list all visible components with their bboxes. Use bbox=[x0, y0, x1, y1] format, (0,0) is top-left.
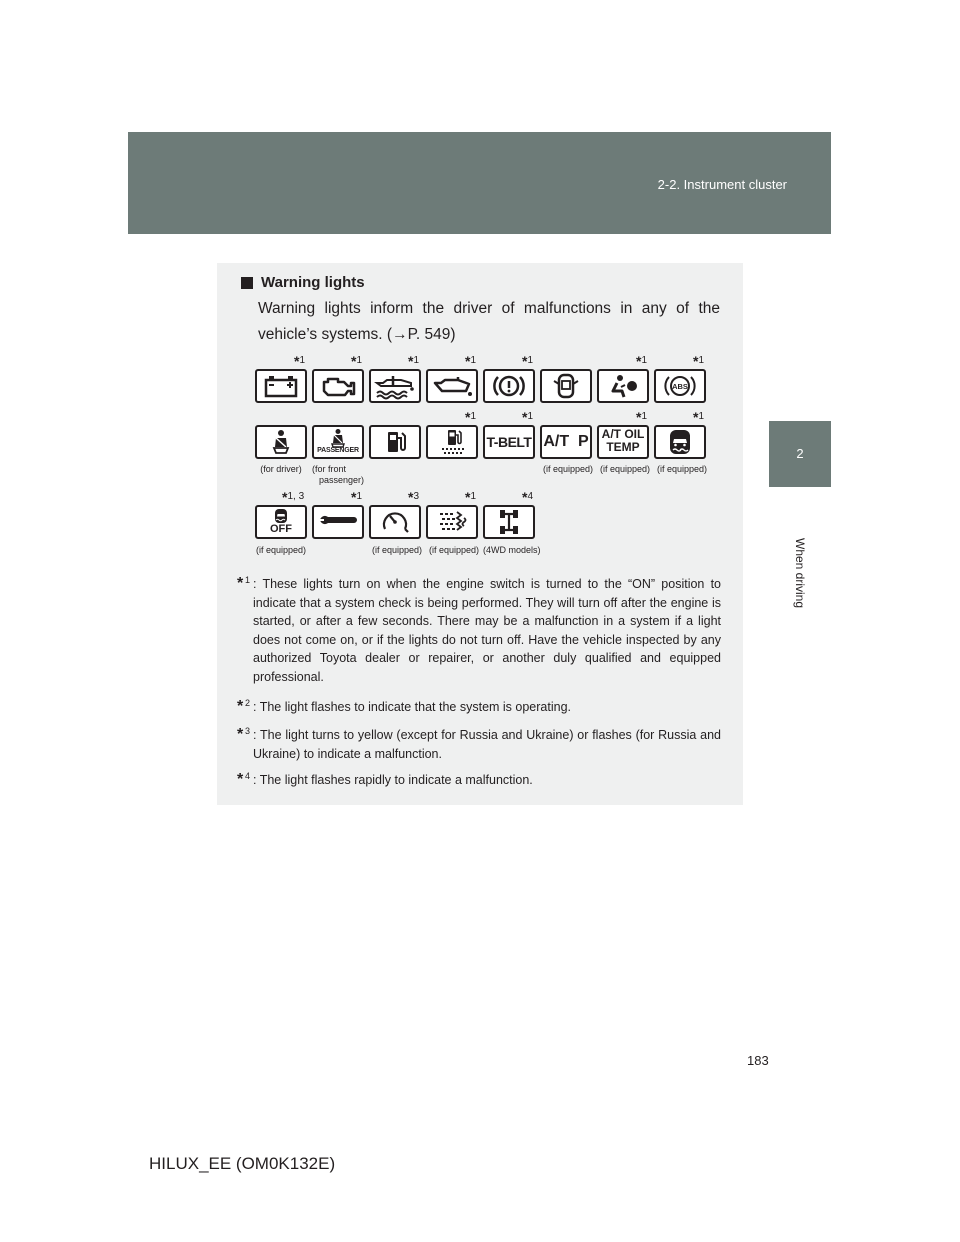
footnote-text: : These lights turn on when the engine switch is turned to the “ON” position to indicate that a system check is being performed. They will turn off after the engine is started, or after a few seconds. There may be a malfunction in a system if a light does not come on, or if the lights do not turn off. Have the vehicle inspected by any authorized Toyota dealer or repairer, or another duly qualified and equipped professional. bbox=[253, 577, 721, 684]
at-p-icon bbox=[540, 425, 592, 459]
footnote-4 bbox=[237, 771, 721, 790]
footnote-star: * bbox=[237, 771, 244, 788]
footnote-mark: *1 bbox=[351, 353, 363, 369]
svg-text:ABS: ABS bbox=[672, 382, 688, 391]
brake-icon bbox=[483, 369, 535, 403]
footnote-mark: *1 bbox=[294, 353, 306, 369]
footnote-mark: *1 bbox=[465, 409, 477, 425]
4wd-icon bbox=[483, 505, 535, 539]
caption-if-equipped: (if equipped) bbox=[542, 464, 594, 474]
footnote-mark: *1 bbox=[522, 409, 534, 425]
footnote-mark: *3 bbox=[408, 489, 420, 505]
footnote-star: * bbox=[237, 575, 244, 592]
chapter-tab bbox=[769, 421, 831, 487]
oil-temp-icon bbox=[369, 369, 421, 403]
caption-if-equipped: (if equipped) bbox=[656, 464, 708, 474]
vsc-icon bbox=[654, 425, 706, 459]
wrench-icon bbox=[312, 505, 364, 539]
fuel-icon bbox=[369, 425, 421, 459]
model-code: HILUX_EE (OM0K132E) bbox=[149, 1154, 336, 1173]
t-belt-label: T-BELT bbox=[486, 434, 532, 450]
temp-label: TEMP bbox=[606, 440, 640, 454]
footnote-mark: *1 bbox=[351, 489, 363, 505]
footnote-mark: *1 bbox=[465, 353, 477, 369]
footnote-mark: *1 bbox=[636, 409, 648, 425]
battery-icon bbox=[255, 369, 307, 403]
passenger-label: PASSENGER bbox=[317, 447, 359, 454]
footnote-1 bbox=[237, 575, 721, 686]
footnote-text: : The light turns to yellow (except for Russia and Ukraine) or flashes (for Russia and Ukraine) to indicate a malfunction. bbox=[253, 728, 721, 761]
footnote-mark: *1 bbox=[693, 409, 705, 425]
door-icon bbox=[540, 369, 592, 403]
caption-if-equipped: (if equipped) bbox=[599, 464, 651, 474]
panel-title: Warning lights bbox=[261, 274, 365, 291]
footnote-text: : The light flashes rapidly to indicate a malfunction. bbox=[253, 773, 533, 787]
caption-if-equipped: (if equipped) bbox=[371, 545, 423, 555]
footnote-number: 2 bbox=[245, 698, 251, 708]
footnote-mark: *1 bbox=[408, 353, 420, 369]
airbag-icon bbox=[597, 369, 649, 403]
footnote-mark: *1 bbox=[522, 353, 534, 369]
chapter-label: When driving bbox=[793, 538, 807, 609]
footnote-text: : The light flashes to indicate that the system is operating. bbox=[253, 700, 571, 714]
caption-for-front: (for front bbox=[312, 464, 347, 474]
off-label: OFF bbox=[270, 523, 292, 535]
footnote-star: * bbox=[237, 698, 244, 715]
footnote-mark: *1 bbox=[465, 489, 477, 505]
oil-pressure-icon bbox=[426, 369, 478, 403]
seatbelt-driver-icon bbox=[255, 425, 307, 459]
page-number: 183 bbox=[747, 1053, 769, 1068]
footnote-3 bbox=[237, 726, 721, 763]
at-oil-temp-icon bbox=[597, 425, 649, 459]
footnote-star: * bbox=[237, 726, 244, 743]
caption-if-equipped: (if equipped) bbox=[428, 545, 480, 555]
footnote-mark: *1 bbox=[636, 353, 648, 369]
footnote-2 bbox=[237, 698, 721, 717]
footnote-mark: *1 bbox=[693, 353, 705, 369]
footnote-mark: *1, 3 bbox=[282, 489, 305, 505]
dpf-icon bbox=[426, 505, 478, 539]
panel-intro: Warning lights inform the driver of malfunctions in any of the vehicle’s systems. (→P. 549) bbox=[258, 300, 720, 343]
square-bullet-icon bbox=[241, 277, 253, 289]
speedometer-icon bbox=[369, 505, 421, 539]
footnote-mark: *4 bbox=[522, 489, 534, 505]
t-belt-icon bbox=[483, 425, 535, 459]
chapter-number: 2 bbox=[796, 446, 804, 461]
section-title: 2-2. Instrument cluster bbox=[657, 177, 787, 192]
caption-for-driver: (for driver) bbox=[260, 464, 302, 474]
vsc-off-icon bbox=[255, 505, 307, 539]
fuel-filter-icon bbox=[426, 425, 478, 459]
chapter-header bbox=[128, 132, 831, 234]
abs-icon bbox=[654, 369, 706, 403]
footnote-number: 4 bbox=[245, 771, 251, 781]
footnote-number: 3 bbox=[245, 726, 251, 736]
seatbelt-passenger-icon bbox=[312, 425, 364, 459]
engine-icon bbox=[312, 369, 364, 403]
at-oil-label: A/T OIL bbox=[601, 427, 645, 441]
at-p-label: A/T P bbox=[543, 433, 589, 450]
caption-if-equipped: (if equipped) bbox=[255, 545, 307, 555]
footnote-number: 1 bbox=[245, 575, 251, 585]
caption-4wd-models: (4WD models) bbox=[483, 545, 541, 555]
warning-lights-panel bbox=[217, 263, 743, 805]
caption-passenger: passenger) bbox=[318, 475, 364, 485]
